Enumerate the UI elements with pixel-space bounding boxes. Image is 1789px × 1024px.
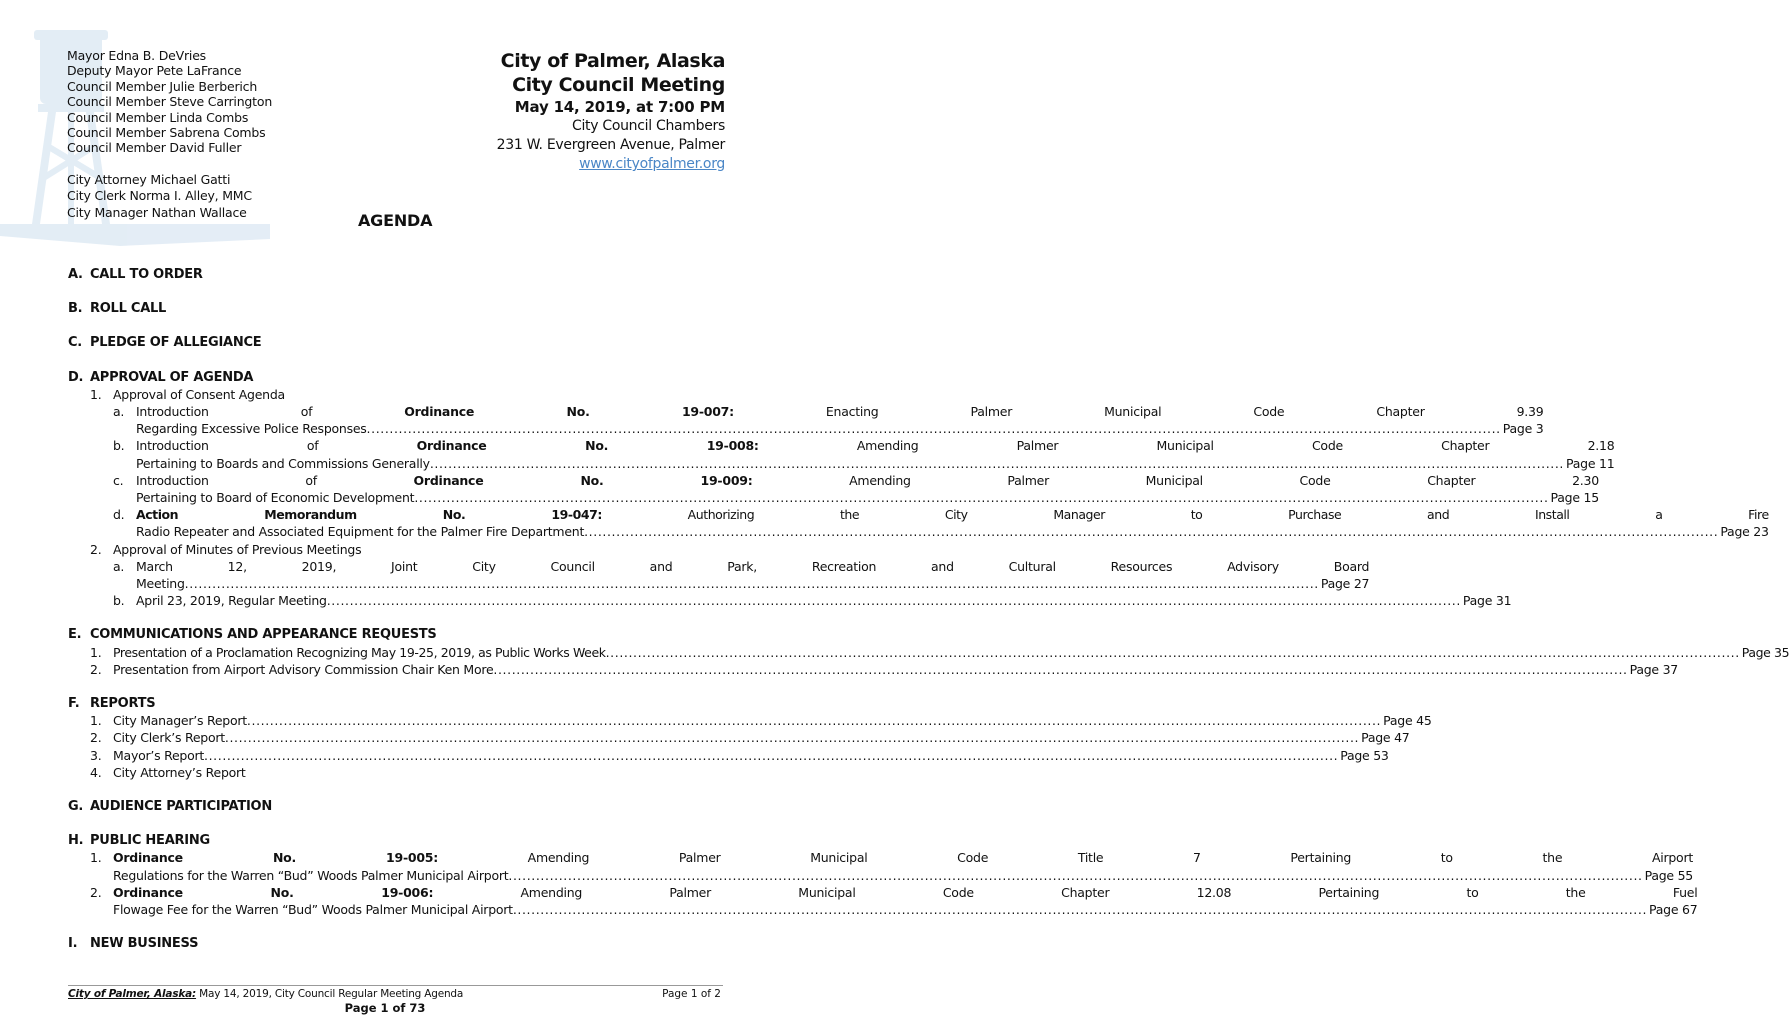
staff-name: City Clerk Norma I. Alley, MMC xyxy=(67,188,252,204)
list-item: a. Introduction of Ordinance No. 19-007: Enacting Palmer Municipal Code Chapter 9.39 Regarding Excessive Police Responses ..... Page 3 xyxy=(113,403,726,437)
list-item: 2. Ordinance No. 19-006: Amending Palmer Municipal Code Chapter 12.08 Pertaining to the Fuel Flowage Fee for the Warren “Bud” Woods Palmer Municipal Airport ..... Page 67 xyxy=(90,884,726,918)
staff-name: City Attorney Michael Gatti xyxy=(67,172,231,187)
official-name: Council Member Steve Carrington xyxy=(67,94,273,110)
meeting-venue: City Council Chambers xyxy=(571,118,725,134)
page-reference: Page 67 xyxy=(1649,902,1698,918)
page-reference: Page 55 xyxy=(1644,867,1693,883)
section-h-heading: H. PUBLIC HEARING xyxy=(68,833,210,849)
official-name: Council Member Sabrena Combs xyxy=(67,125,266,141)
list-item: b. April 23, 2019, Regular Meeting ..... Page 31 xyxy=(113,592,726,609)
page-reference: Page 53 xyxy=(1340,747,1389,763)
meeting-info xyxy=(497,49,725,174)
footer-divider xyxy=(68,985,723,986)
section-f-heading: F. REPORTS xyxy=(68,696,156,712)
meeting-date: May 14, 2019, at 7:00 PM xyxy=(514,98,725,116)
page-reference: Page 37 xyxy=(1629,661,1678,677)
list-item: 3. Mayor’s Report ..... Page 53 xyxy=(90,747,726,764)
website-link[interactable]: www.cityofpalmer.org xyxy=(579,156,725,172)
page-reference: Page 31 xyxy=(1462,593,1512,609)
section-i-heading: I. NEW BUSINESS xyxy=(68,936,199,952)
staff-list xyxy=(67,172,252,221)
list-item: 1. Approval of Consent Agenda xyxy=(90,386,285,402)
section-d-heading: D. APPROVAL OF AGENDA xyxy=(68,369,254,385)
official-name: Council Member Julie Berberich xyxy=(67,78,258,94)
staff-name: City Manager Nathan Wallace xyxy=(67,204,247,220)
official-name: Deputy Mayor Pete LaFrance xyxy=(67,63,242,79)
page-reference: Page 23 xyxy=(1720,524,1769,540)
section-a-heading: A. CALL TO ORDER xyxy=(68,267,203,282)
list-item: 1. Ordinance No. 19-005: Amending Palmer Municipal Code Title 7 Pertaining to the Airport Regulations for the Warren “Bud” Woods Palmer Municipal Airport ..... Page 55 xyxy=(90,849,726,883)
list-item: 2. Approval of Minutes of Previous Meetings xyxy=(90,541,362,557)
page-reference: Page 35 xyxy=(1741,644,1789,660)
page-reference: Page 27 xyxy=(1320,576,1370,592)
list-item: 2. Presentation from Airport Advisory Commission Chair Ken More ..... Page 37 xyxy=(90,661,726,678)
section-b-heading: B. ROLL CALL xyxy=(68,301,167,317)
list-item: 1. Presentation of a Proclamation Recognizing May 19-25, 2019, as Public Works Week ..... Page 35 xyxy=(90,644,726,661)
page-reference: Page 47 xyxy=(1361,730,1410,746)
list-item: d. Action Memorandum No. 19-047: Authorizing the City Manager to Purchase and Install a Fire Radio Repeater and Associated Equipment for the Palmer Fire Department ..... Page 23 xyxy=(113,506,726,540)
section-c-heading: C. PLEDGE OF ALLEGIANCE xyxy=(68,335,262,351)
official-name: Council Member David Fuller xyxy=(67,140,242,156)
agenda-title: AGENDA xyxy=(358,211,433,230)
page-reference: Page 45 xyxy=(1383,713,1432,729)
city-name: City of Palmer, Alaska xyxy=(500,50,725,72)
list-item: 1. City Manager’s Report ..... Page 45 xyxy=(90,712,726,729)
page-reference: Page 3 xyxy=(1502,421,1544,437)
list-item: b. Introduction of Ordinance No. 19-008: Amending Palmer Municipal Code Chapter 2.18 Pertaining to Boards and Commissions Generally ..... Page 11 xyxy=(113,437,726,471)
officials-list xyxy=(67,48,272,156)
footer-page-of: Page 1 of 2 xyxy=(662,988,721,1000)
page-number: Page 1 of 73 xyxy=(344,1001,426,1015)
meeting-type: City Council Meeting xyxy=(512,74,725,96)
official-name: Council Member Linda Combs xyxy=(67,109,249,125)
section-e-heading: E. COMMUNICATIONS AND APPEARANCE REQUESTS xyxy=(68,627,437,643)
list-item: c. Introduction of Ordinance No. 19-009: Amending Palmer Municipal Code Chapter 2.30 Pertaining to Board of Economic Development ..... Page 15 xyxy=(113,472,726,506)
list-item: 2. City Clerk’s Report ..... Page 47 xyxy=(90,729,726,746)
list-item: a. March 12, 2019, Joint City Council and Park, Recreation and Cultural Resources Advisory Board Meeting ..... Page 27 xyxy=(113,558,726,592)
page-reference: Page 11 xyxy=(1566,455,1615,471)
list-item: 4. City Attorney’s Report xyxy=(90,764,246,780)
page-reference: Page 15 xyxy=(1550,490,1599,506)
footer-title: City of Palmer, Alaska: May 14, 2019, City Council Regular Meeting Agenda xyxy=(68,988,464,1000)
meeting-address: 231 W. Evergreen Avenue, Palmer xyxy=(496,137,725,153)
official-name: Mayor Edna B. DeVries xyxy=(67,48,206,63)
agenda-body xyxy=(68,266,1789,953)
section-g-heading: G. AUDIENCE PARTICIPATION xyxy=(68,799,272,815)
